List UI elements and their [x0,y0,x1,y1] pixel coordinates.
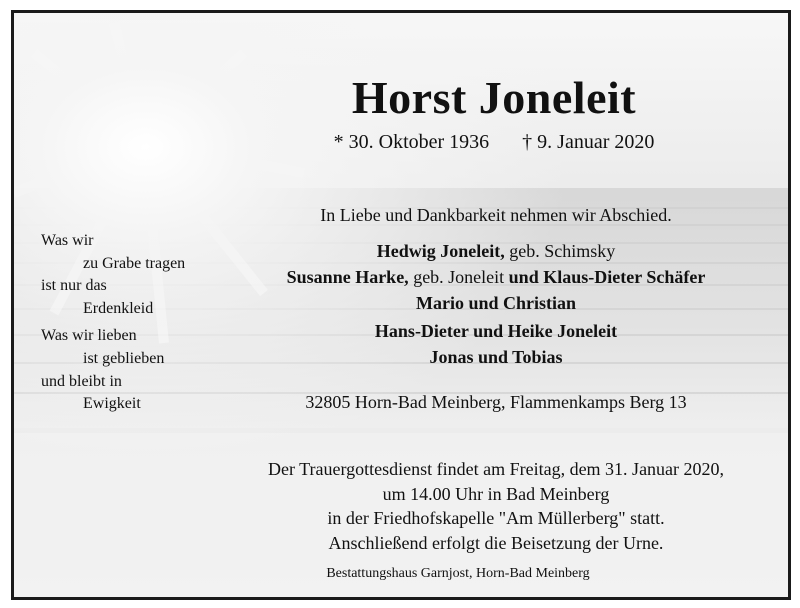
service-line: Anschließend erfolgt die Beisetzung der Urne. [328,532,664,553]
poem-line: Ewigkeit [83,395,141,413]
deceased-name: Horst Joneleit [351,72,637,123]
family-list [246,238,746,370]
life-dates [244,131,744,154]
family-name-bold: Jonas und Tobias [429,347,563,367]
poem-line: zu Grabe tragen [83,254,186,272]
family-line-1 [246,238,746,264]
poem-line: Was wir lieben [41,327,137,345]
family-maiden-name: geb. Joneleit [413,267,505,287]
family-name-bold: Hans-Dieter und Heike Joneleit [374,321,618,341]
family-line-4 [246,318,746,344]
service-line: in der Friedhofskapelle "Am Müllerberg" statt. [327,508,665,528]
family-name-bold: Susanne Harke, [286,267,409,287]
birth-date: * 30. Oktober 1936 [333,131,490,153]
funeral-service-info [246,457,746,555]
service-line: um 14.00 Uhr in Bad Meinberg [382,483,610,504]
family-name-bold: und Klaus-Dieter Schäfer [508,267,706,287]
poem-line: ist nur das [41,277,107,295]
family-name-bold: Mario und Christian [415,293,577,313]
poem-line: und bleibt in [41,372,122,390]
family-address: 32805 Horn-Bad Meinberg, Flammenkamps Berg 13 [305,392,687,412]
poem-line: Was wir [41,232,94,249]
death-date: † 9. Januar 2020 [522,131,655,153]
memorial-poem [41,230,231,416]
family-name-bold: Hedwig Joneleit, [376,241,505,261]
poem-line: Erdenkleid [83,299,154,317]
farewell-text: In Liebe und Dankbarkeit nehmen wir Abschied. [320,205,672,225]
obituary-notice [11,10,791,600]
undertaker-credit: Bestattungshaus Garnjost, Horn-Bad Meinberg [326,566,590,581]
family-line-3 [246,290,746,316]
family-line-5 [246,344,746,370]
service-line: Der Trauergottesdienst findet am Freitag, dem 31. Januar 2020, [267,459,725,479]
family-maiden-name: geb. Schimsky [509,241,616,261]
family-line-2 [246,264,746,290]
poem-line: ist geblieben [83,349,165,367]
